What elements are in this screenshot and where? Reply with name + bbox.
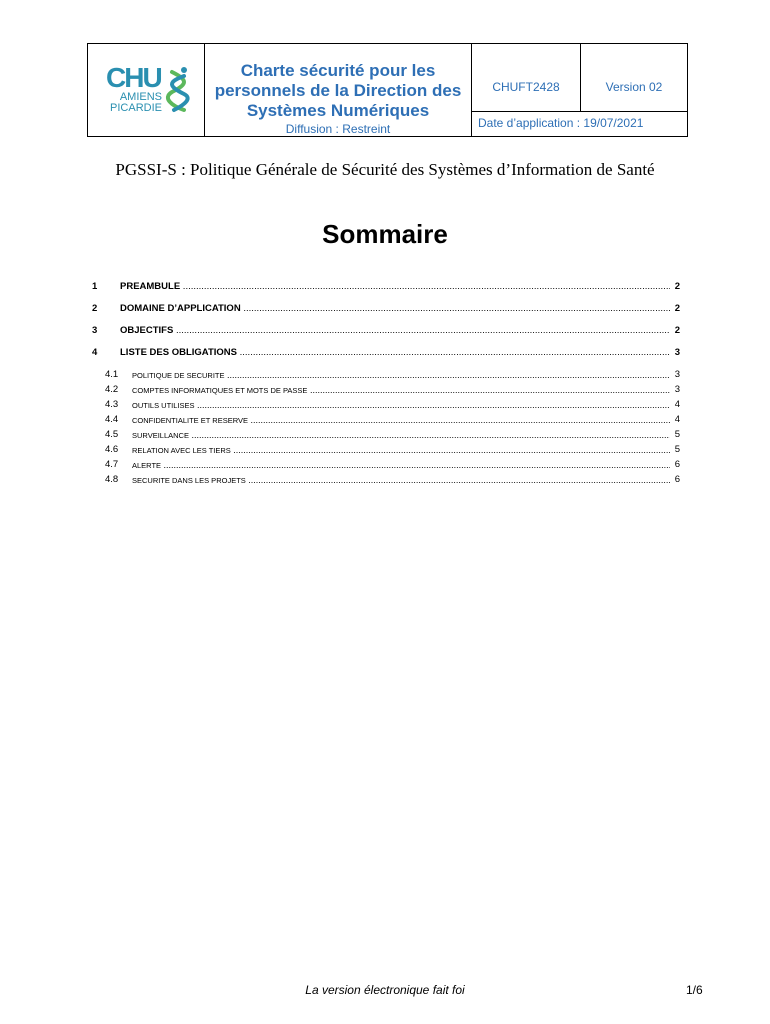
- toc-subentry[interactable]: [105, 429, 680, 442]
- document-title: Charte sécurité pour les personnels de la Direction des Systèmes Numériques: [214, 61, 462, 120]
- toc-entry-page: 3: [674, 347, 680, 358]
- toc-subentry-label[interactable]: CONFIDENTIALITE ET RESERVE .....: [132, 415, 670, 425]
- toc-subentry-page: 6: [674, 474, 680, 485]
- document-code: CHUFT2428: [492, 80, 560, 94]
- toc-entry[interactable]: [92, 281, 680, 295]
- toc-subentry-page: 5: [674, 444, 680, 455]
- toc-subentry-page: 6: [674, 459, 680, 470]
- toc-subentry[interactable]: [105, 414, 680, 427]
- logo-text-amiens: AMIENS: [119, 91, 162, 103]
- toc-subentry-page: 4: [674, 414, 680, 425]
- toc-subentry-label[interactable]: POLITIQUE DE SECURITE .....: [132, 370, 670, 380]
- toc-entry-page: 2: [674, 303, 680, 314]
- footer-note: La version électronique fait foi: [305, 983, 465, 997]
- toc-subentry-label[interactable]: COMPTES INFORMATIQUES ET MOTS DE PASSE .....: [132, 385, 670, 395]
- toc-subentry-label[interactable]: SURVEILLANCE .....: [132, 430, 670, 440]
- date-cell: [472, 112, 687, 136]
- toc-subentry-number: 4.8: [105, 474, 119, 485]
- toc-subentry-label[interactable]: RELATION AVEC LES TIERS .....: [132, 445, 670, 455]
- toc-entry[interactable]: [92, 325, 680, 339]
- logo-text-chu: CHU: [106, 62, 161, 93]
- toc-entry-number: 3: [92, 325, 98, 336]
- toc-entry-label[interactable]: DOMAINE D’APPLICATION .....: [120, 303, 670, 314]
- toc-subentry-number: 4.5: [105, 429, 119, 440]
- document-version: Version 02: [605, 80, 663, 94]
- toc-entry-number: 1: [92, 281, 98, 292]
- toc-subentry-label[interactable]: OUTILS UTILISES .....: [132, 400, 670, 410]
- toc-entry-number: 4: [92, 347, 98, 358]
- title-cell: [205, 44, 472, 136]
- chu-logo: [96, 64, 200, 116]
- toc-subentry-number: 4.1: [105, 369, 119, 380]
- toc-subentry[interactable]: [105, 399, 680, 412]
- toc-subentry-number: 4.7: [105, 459, 119, 470]
- logo-cell: [88, 44, 205, 136]
- application-date: Date d’application : 19/07/2021: [478, 116, 644, 130]
- toc-subentry-page: 4: [674, 399, 680, 410]
- toc-subentry[interactable]: [105, 459, 680, 472]
- toc-entry-label[interactable]: PREAMBULE .....: [120, 281, 670, 292]
- toc-subentry-page: 3: [674, 384, 680, 395]
- version-cell: [581, 44, 687, 112]
- toc-subentry[interactable]: [105, 384, 680, 397]
- toc-subentry-page: 5: [674, 429, 680, 440]
- toc-subentry[interactable]: [105, 444, 680, 457]
- diffusion-label: Diffusion : Restreint: [285, 122, 391, 136]
- toc-subentry[interactable]: [105, 474, 680, 487]
- toc-entry-page: 2: [674, 281, 680, 292]
- toc-subentry-number: 4.3: [105, 399, 119, 410]
- toc-entry-page: 2: [674, 325, 680, 336]
- header-table: [87, 43, 688, 137]
- toc-subentry-label[interactable]: SECURITE DANS LES PROJETS .....: [132, 475, 670, 485]
- toc-subentry-label[interactable]: ALERTE .....: [132, 460, 670, 470]
- pgssi-subtitle: PGSSI-S : Politique Générale de Sécurité des Systèmes d’Information de Santé: [115, 160, 655, 179]
- toc-entry-label[interactable]: OBJECTIFS .....: [120, 325, 670, 336]
- dna-helix-icon: [164, 66, 194, 114]
- toc-entry[interactable]: [92, 347, 680, 361]
- toc-entry-number: 2: [92, 303, 98, 314]
- toc-subentry-number: 4.6: [105, 444, 119, 455]
- toc-subentry-number: 4.2: [105, 384, 119, 395]
- toc-entry[interactable]: [92, 303, 680, 317]
- logo-text-picardie: PICARDIE: [110, 102, 162, 114]
- toc-subentry[interactable]: [105, 369, 680, 382]
- toc-subentry-number: 4.4: [105, 414, 119, 425]
- code-cell: [472, 44, 581, 112]
- toc-heading: Sommaire: [322, 219, 448, 249]
- toc-subentry-page: 3: [674, 369, 680, 380]
- page-number: 1/6: [686, 983, 703, 997]
- toc-entry-label[interactable]: LISTE DES OBLIGATIONS .....: [120, 347, 670, 358]
